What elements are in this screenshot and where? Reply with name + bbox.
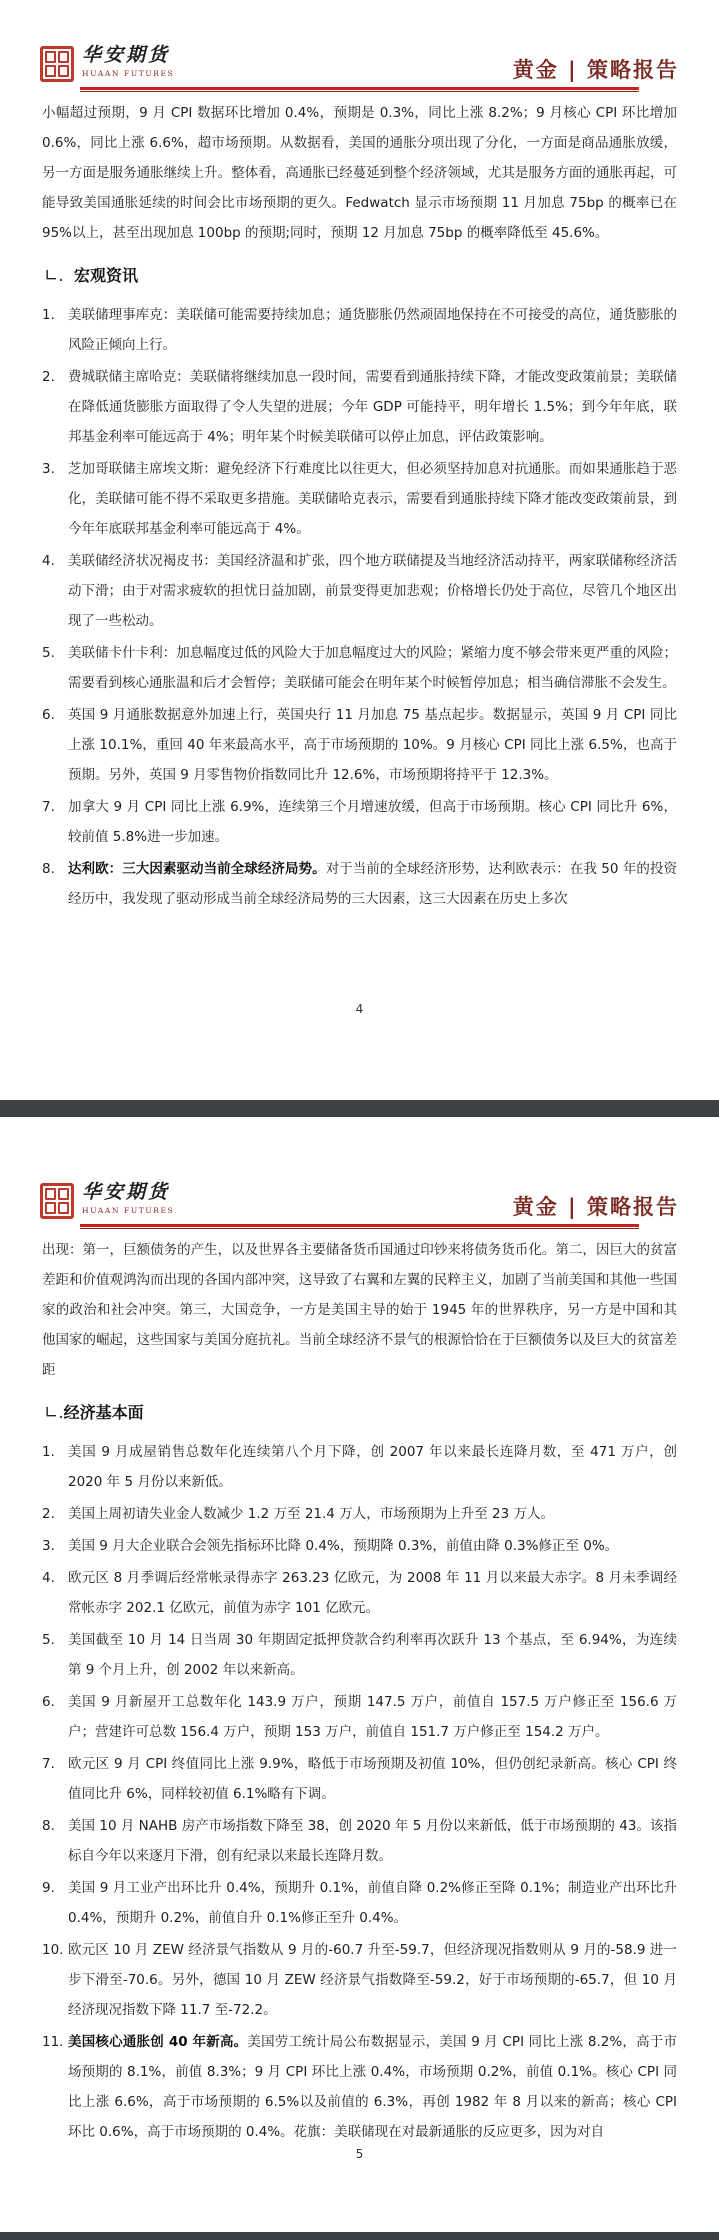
macro-news-list xyxy=(42,300,677,914)
list-item: 7. 欧元区 9 月 CPI 终值同比上涨 9.9%，略低于市场预期及初值 10%，但仍创纪录新高。核心 CPI 终值同比升 6%，同样较初值 6.1%略有下调。 xyxy=(42,1756,677,1802)
section-title: 宏观资讯 xyxy=(73,266,138,285)
list-item: 8. 达利欧：三大因素驱动当前全球经济局势。对于当前的全球经济形势，达利欧表示：在我 50 年的投资经历中，我发现了驱动形成当前全球经济局势的三大因素，这三大因素在历史上多次 xyxy=(42,861,678,907)
list-item: 10. 欧元区 10 月 ZEW 经济景气指数从 9 月的-60.7 升至-59.7，但经济现况指数则从 9 月的-58.9 进一步下滑至-70.6。另外，德国 10 月 ZEW 经济景气指数降至-59.2，好于市场预期的-65.7，但 10 月经济现况指数下降 11.7 至-72.2。 xyxy=(42,1942,677,2018)
list-item: 1. 美国 9 月成屋销售总数年化连续第八个月下降，创 2007 年以来最长连降月数，至 471 万户，创 2020 年 5 月份以来新低。 xyxy=(42,1444,677,1490)
header-rule-thick xyxy=(80,1224,639,1227)
header-rule-thin xyxy=(80,91,639,92)
huaan-seal-logo-icon xyxy=(40,1183,74,1219)
list-item: 11. 美国核心通胀创 40 年新高。美国劳工统计局公布数据显示，美国 9 月 CPI 同比上涨 8.2%，高于市场预期的 8.1%，前值 8.3%；9 月 CPI 环比上涨 0.4%，市场预期 0.2%，前值 0.1%。核心 CPI 同比上涨 6.6%，高于市场预期的 6.5%以及前值的 6.3%，再创 1982 年 8 月以来的新高；核心 CPI 环比 0.6%，高于市场预期的 0.4%。花旗：美联储现在对最新通胀的反应更多，因为对自 xyxy=(42,2034,678,2140)
list-item: 9. 美国 9 月工业产出环比升 0.4%，预期升 0.1%，前值自降 0.2%修正至降 0.1%；制造业产出环比升 0.4%，预期升 0.2%，前值自升 0.1%修正至升 0.4%。 xyxy=(42,1880,677,1926)
list-item: 6. 美国 9 月新屋开工总数年化 143.9 万户，预期 147.5 万户，前值自 157.5 万户修正至 156.6 万户；营建许可总数 156.4 万户，预期 153 万户，前值自 151.7 万户修正至 154.2 万户。 xyxy=(42,1694,677,1740)
report-page-5 xyxy=(0,1117,719,2232)
brand-name-en: HUAAN FUTURES xyxy=(82,68,175,78)
section-title: 经济基本面 xyxy=(63,1403,144,1422)
brand xyxy=(40,1183,174,1219)
report-title: 黄金 | 策略报告 xyxy=(512,1194,679,1219)
list-item: 2. 费城联储主席哈克：美联储将继续加息一段时间，需要看到通胀持续下降，才能改变政策前景；美联储在降低通货膨胀方面取得了令人失望的进展；今年 GDP 可能持平，明年增长 1.5%；到今年年底，联邦基金利率可能远高于 4%；明年某个时候美联储可以停止加息，评估政策影响。 xyxy=(42,369,677,445)
list-item: 5. 美国截至 10 月 14 日当周 30 年期固定抵押贷款合约利率再次跃升 13 个基点，至 6.94%，为连续第 9 个月上升，创 2002 年以来新高。 xyxy=(42,1632,677,1678)
next-page-gap-separator xyxy=(0,2232,719,2240)
intro-paragraph: 小幅超过预期，9 月 CPI 数据环比增加 0.4%，预期是 0.3%，同比上涨 8.2%；9 月核心 CPI 环比增加 0.6%，同比上涨 6.6%，超市场预期。从数据看，美国的通胀分项出现了分化，一方面是商品通胀放缓，另一方面是服务通胀继续上升。整体看，高通胀已经蔓延到整个经济领域，尤其是服务方面的通胀再起，可能导致美国通胀延续的时间会比市场预期的更久。Fedwatch 显示市场预期 11 月加息 75bp 的概率已在 95%以上，甚至出现加息 100bp 的预期;同时，预期 12 月加息 75bp 的概率降低至 45.6%。 xyxy=(42,105,677,241)
list-item: 2. 美国上周初请失业金人数减少 1.2 万至 21.4 万人，市场预期为上升至 23 万人。 xyxy=(42,1506,554,1522)
brand xyxy=(40,46,174,82)
report-title: 黄金 | 策略报告 xyxy=(512,57,679,82)
page-header xyxy=(0,1117,719,1229)
list-item: 8. 美国 10 月 NAHB 房产市场指数下降至 38，创 2020 年 5 月份以来新低，低于市场预期的 43。该指标自今年以来逐月下滑，创有纪录以来最长连降月数。 xyxy=(42,1818,677,1864)
list-item: 4. 欧元区 8 月季调后经常帐录得赤字 263.23 亿欧元，为 2008 年 11 月以来最大赤字。8 月未季调经常帐赤字 202.1 亿欧元，前值为赤字 101 亿欧元。 xyxy=(42,1570,677,1616)
page-number: 5 xyxy=(355,2147,364,2161)
intro-paragraph: 出现：第一，巨额债务的产生，以及世界各主要储备货币国通过印钞来将债务货币化。第二，因巨大的贫富差距和价值观鸿沟而出现的各国内部冲突，这导致了右翼和左翼的民粹主义，加剧了当前美国和其他一些国家的政治和社会冲突。第三，大国竞争，一方是美国主导的始于 1945 年的世界秩序，另一方是中国和其他国家的崛起，这些国家与美国分庭抗礼。当前全球经济不景气的根源恰恰在于巨额债务以及巨大的贫富差距 xyxy=(42,1242,677,1378)
brand-name-cn: 华安期货 xyxy=(82,1181,171,1203)
economic-fundamentals-list xyxy=(42,1437,677,2147)
page-gap-separator xyxy=(0,1100,719,1117)
page-header xyxy=(0,0,719,92)
list-item: 7. 加拿大 9 月 CPI 同比上涨 6.9%，连续第三个月增速放缓，但高于市场预期。核心 CPI 同比升 6%，较前值 5.8%进一步加速。 xyxy=(42,799,677,845)
brand-name-cn: 华安期货 xyxy=(82,44,171,66)
header-rule-thin xyxy=(80,1228,639,1229)
report-page-4 xyxy=(0,0,719,1100)
list-item: 4. 美联储经济状况褐皮书：美国经济温和扩张，四个地方联储提及当地经济活动持平，两家联储称经济活动下滑；由于对需求疲软的担忧日益加剧，前景变得更加悲观；价格增长仍处于高位，尽管几个地区出现了一些松动。 xyxy=(42,553,677,629)
brand-text xyxy=(82,1183,174,1215)
huaan-seal-logo-icon xyxy=(40,46,74,82)
section-heading-economic-fundamentals xyxy=(44,1398,677,1429)
list-item: 6. 英国 9 月通胀数据意外加速上行，英国央行 11 月加息 75 基点起步。数据显示，英国 9 月 CPI 同比上涨 10.1%，重回 40 年来最高水平，高于市场预期的 10%。9 月核心 CPI 同比上涨 6.5%，也高于预期。另外，英国 9 月零售物价指数同比升 12.6%，市场预期将持平于 12.3%。 xyxy=(42,707,677,783)
header-rule-thick xyxy=(80,87,639,90)
page-body xyxy=(0,1235,719,2147)
section-marker: ∟. xyxy=(44,266,64,286)
brand-text xyxy=(82,46,174,78)
section-marker: ∟. xyxy=(44,1403,64,1423)
page-body xyxy=(0,98,719,914)
brand-name-en: HUAAN FUTURES xyxy=(82,1205,175,1215)
list-item: 1. 美联储理事库克：美联储可能需要持续加息；通货膨胀仍然顽固地保持在不可接受的高位，通货膨胀的风险正倾向上行。 xyxy=(42,307,677,353)
list-item: 5. 美联储卡什卡利：加息幅度过低的风险大于加息幅度过大的风险；紧缩力度不够会带来更严重的风险；需要看到核心通胀温和后才会暂停；美联储可能会在明年某个时候暂停加息；相当确信滞胀不会发生。 xyxy=(42,645,677,691)
page-number: 4 xyxy=(355,1002,364,1016)
list-item: 3. 芝加哥联储主席埃文斯：避免经济下行难度比以往更大，但必须坚持加息对抗通胀。而如果通胀趋于恶化，美联储可能不得不采取更多措施。美联储哈克表示，需要看到通胀持续下降才能改变政策前景，到今年年底联邦基金利率可能远高于 4%。 xyxy=(42,461,677,537)
section-heading-macro-news xyxy=(44,261,677,292)
list-item: 3. 美国 9 月大企业联合会领先指标环比降 0.4%，预期降 0.3%，前值由降 0.3%修正至 0%。 xyxy=(42,1538,619,1554)
